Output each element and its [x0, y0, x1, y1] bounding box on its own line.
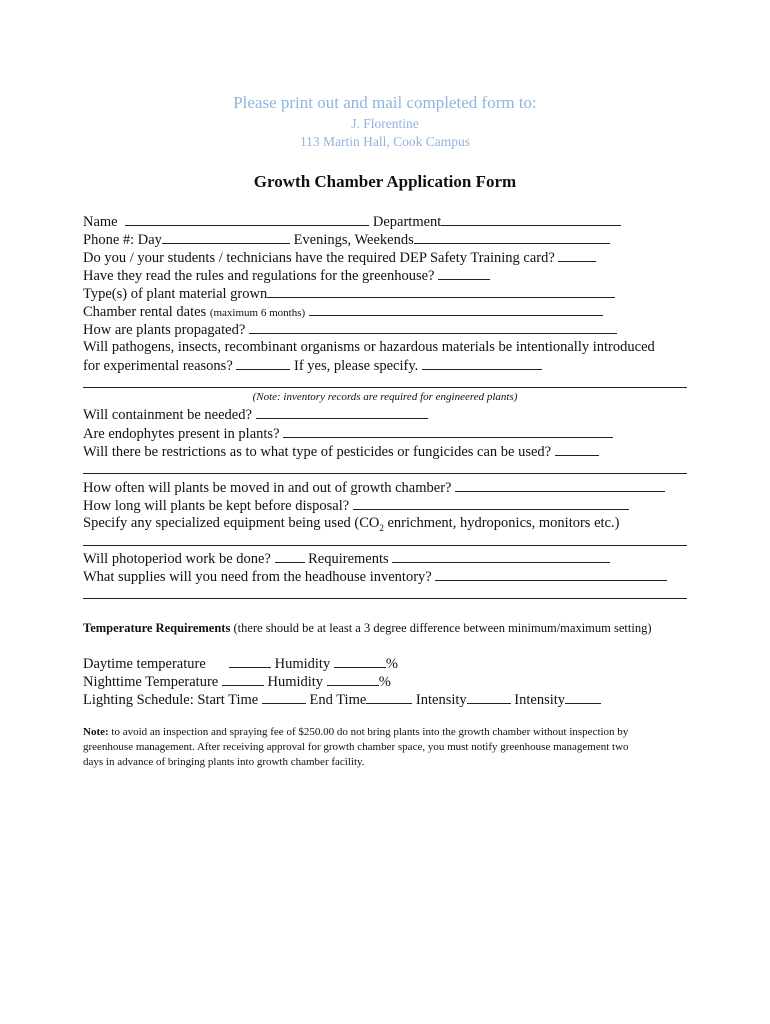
inventory-note: (Note: inventory records are required for engineered plants)	[252, 391, 518, 403]
pathogens-row-1	[83, 338, 655, 356]
evenings-field[interactable]	[414, 230, 610, 244]
rules-field[interactable]	[438, 266, 490, 280]
supplies-line[interactable]	[83, 598, 687, 599]
daytime-humidity-label: Humidity	[274, 656, 331, 672]
daytime-row	[83, 654, 398, 673]
rental-dates-row	[83, 302, 603, 322]
pathogens-label-2: for experimental reasons?	[83, 358, 233, 374]
kept-long-row	[83, 496, 629, 515]
note-label: Note:	[83, 726, 109, 738]
daytime-humidity-field[interactable]	[334, 654, 386, 668]
move-freq-field[interactable]	[455, 478, 665, 492]
plant-types-label: Type(s) of plant material grown	[83, 286, 268, 302]
equipment-label: Specify any specialized equipment being used ($CO_2$ enrichment, hydroponics, monitors etc.)	[83, 515, 620, 533]
lighting-row	[83, 690, 601, 709]
end-time-field[interactable]	[366, 690, 412, 704]
dep-card-field[interactable]	[558, 248, 596, 262]
move-freq-label: How often will plants be moved in and out of growth chamber?	[83, 480, 452, 496]
nighttime-row	[83, 672, 391, 691]
restrictions-row	[83, 442, 599, 461]
dep-card-row	[83, 248, 596, 267]
daytime-label: Daytime temperature	[83, 656, 206, 672]
evenings-label: Evenings, Weekends	[293, 232, 414, 248]
temperature-heading-label: Temperature Requirements	[83, 621, 231, 635]
rental-max-note: (maximum 6 months)	[209, 307, 306, 319]
photoperiod-field[interactable]	[275, 549, 305, 563]
supplies-label: What supplies will you need from the headhouse inventory?	[83, 569, 432, 585]
rules-label: Have they read the rules and regulations for the greenhouse?	[83, 268, 435, 284]
containment-label: Will containment be needed?	[83, 407, 252, 423]
kept-long-label: How long will plants be kept before disposal?	[83, 498, 350, 514]
plant-types-row	[83, 284, 615, 303]
supplies-field[interactable]	[435, 567, 667, 581]
lighting-label: Lighting Schedule: Start Time	[83, 692, 259, 708]
endophytes-label: Are endophytes present in plants?	[83, 426, 280, 442]
daytime-temp-field[interactable]	[229, 654, 271, 668]
daytime-percent: %	[385, 656, 398, 672]
dep-card-label: Do you / your students / technicians have the required DEP Safety Training card?	[83, 250, 555, 266]
mail-instructions: Please print out and mail completed form to:	[233, 93, 537, 112]
note-text: to avoid an inspection and spraying fee of $250.00 do not bring plants into the growth chamber without inspection by greenhouse management. After receiving approval for growth chamber space, you must notify greenhouse management two days in advance of bringing plants into growth chamber facility.	[83, 726, 629, 768]
if-yes-field[interactable]	[422, 356, 542, 370]
nighttime-humidity-field[interactable]	[327, 672, 379, 686]
equipment-row	[83, 514, 619, 537]
restrictions-field[interactable]	[555, 442, 599, 456]
start-time-field[interactable]	[262, 690, 306, 704]
photoperiod-row	[83, 549, 610, 568]
rental-dates-field[interactable]	[309, 302, 603, 316]
kept-long-field[interactable]	[353, 496, 629, 510]
department-field[interactable]	[441, 212, 621, 226]
recipient-address: 113 Martin Hall, Cook Campus	[299, 134, 471, 149]
temperature-heading	[83, 621, 651, 636]
requirements-field[interactable]	[392, 549, 610, 563]
supplies-row	[83, 567, 667, 586]
containment-field[interactable]	[256, 405, 428, 419]
equipment-line[interactable]	[83, 545, 687, 546]
recipient-name: J. Florentine	[351, 116, 419, 131]
name-department-row	[83, 212, 621, 231]
intensity-field-2[interactable]	[565, 690, 601, 704]
nighttime-percent: %	[378, 674, 391, 690]
endophytes-row	[83, 424, 613, 443]
rules-row	[83, 266, 490, 285]
plant-types-field[interactable]	[267, 284, 615, 298]
nighttime-temp-field[interactable]	[222, 672, 264, 686]
department-label: Department	[372, 214, 442, 230]
pathogens-row-2	[83, 356, 542, 375]
end-time-label: End Time	[309, 692, 367, 708]
temperature-heading-note: (there should be at least a 3 degree difference between minimum/maximum setting)	[230, 621, 652, 635]
intensity-label-1: Intensity	[415, 692, 467, 708]
rental-dates-label: Chamber rental dates	[83, 304, 207, 320]
requirements-label: Requirements	[308, 551, 389, 567]
phone-day-field[interactable]	[162, 230, 290, 244]
if-yes-label: If yes, please specify.	[294, 358, 419, 374]
nighttime-label: Nighttime Temperature	[83, 674, 219, 690]
pathogens-label-1: Will pathogens, insects, recombinant organisms or hazardous materials be intentionally introduced	[83, 339, 655, 355]
containment-row	[83, 405, 428, 424]
phone-day-label: Phone #: Day	[83, 232, 162, 248]
propagated-field[interactable]	[249, 320, 617, 334]
propagated-label: How are plants propagated?	[83, 322, 246, 338]
restrictions-label: Will there be restrictions as to what type of pesticides or fungicides can be used?	[83, 444, 552, 460]
inspection-note	[83, 725, 643, 770]
photoperiod-label: Will photoperiod work be done?	[83, 551, 271, 567]
name-label: Name	[83, 214, 118, 230]
move-freq-row	[83, 478, 665, 497]
intensity-field-1[interactable]	[467, 690, 511, 704]
specify-line[interactable]	[83, 387, 687, 388]
name-field[interactable]	[125, 212, 369, 226]
pathogens-field[interactable]	[236, 356, 290, 370]
intensity-label-2: Intensity	[514, 692, 566, 708]
phone-row	[83, 230, 610, 249]
restrictions-line[interactable]	[83, 473, 687, 474]
form-title: Growth Chamber Application Form	[253, 172, 517, 191]
endophytes-field[interactable]	[283, 424, 613, 438]
nighttime-humidity-label: Humidity	[267, 674, 324, 690]
propagated-row	[83, 320, 617, 339]
